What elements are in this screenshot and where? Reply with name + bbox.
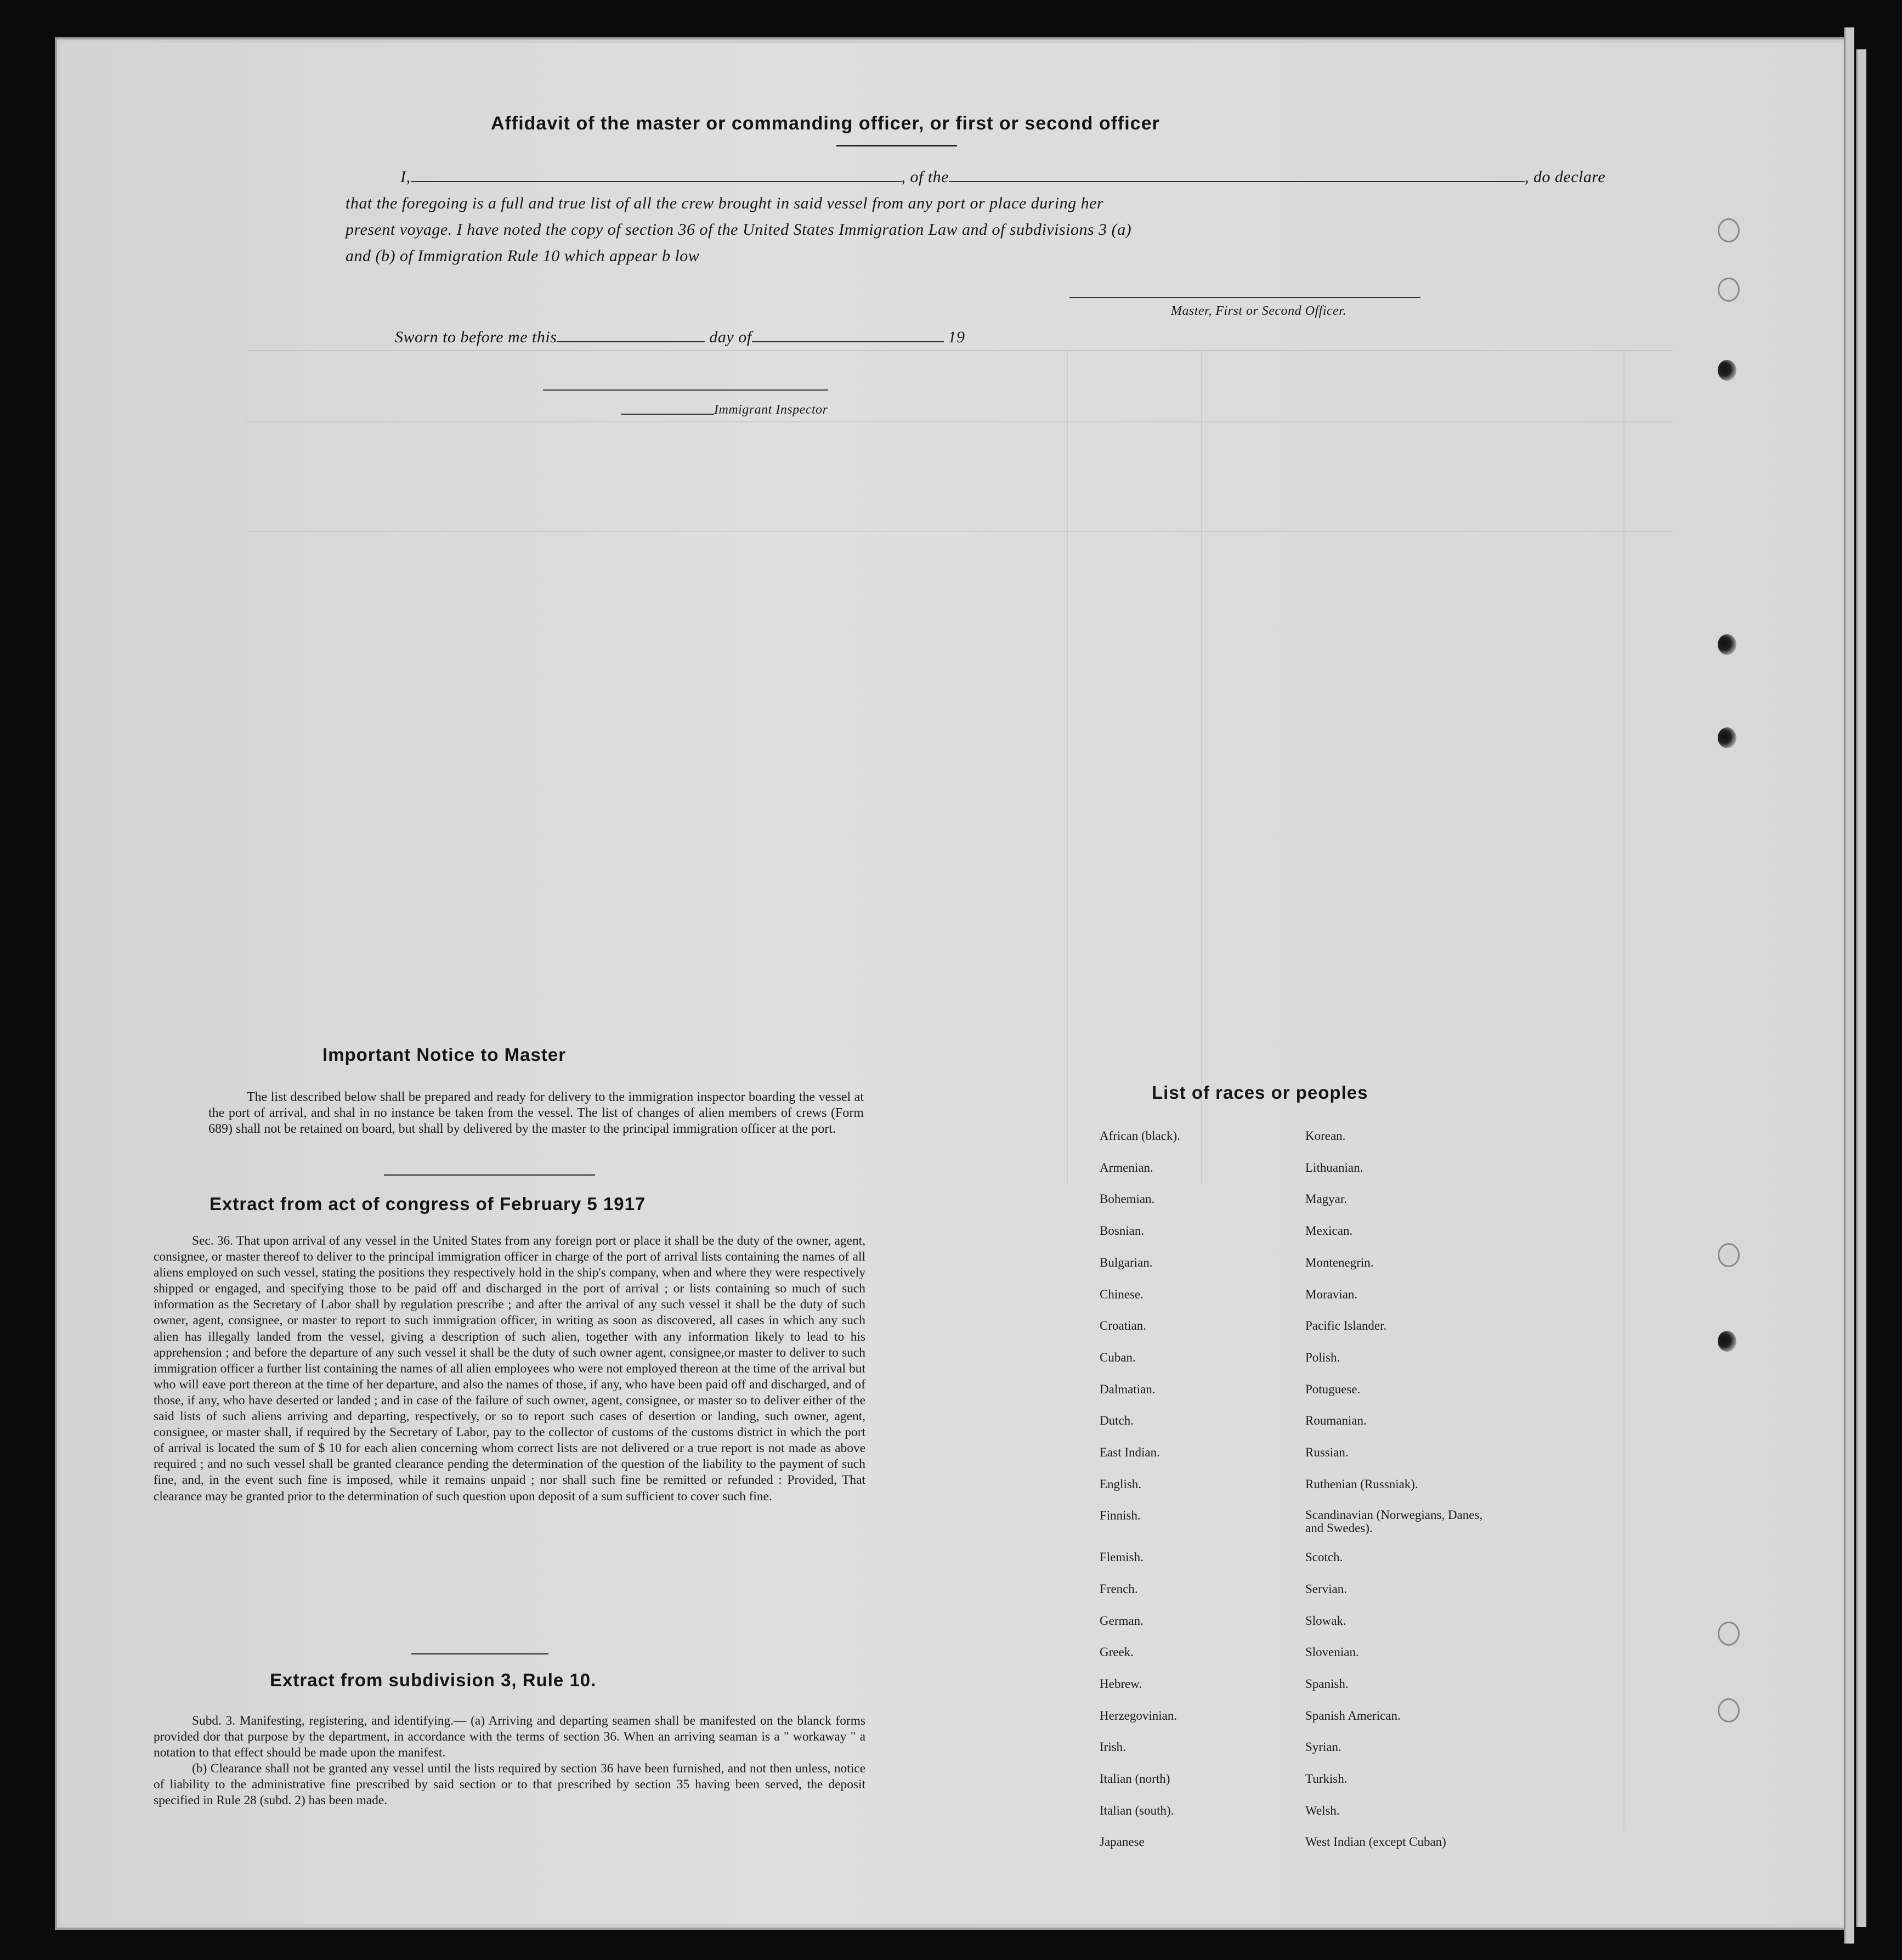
act-section-36-paragraph: Sec. 36. That upon arrival of any vessel in the United States from any foreign port or place it shall be the duty of the owner, agent, consignee, or master thereof to deliver to the principal immigration officer in charge of the port of arrival lists containing the names of all aliens employed on such vessel, stating the positions they respectively hold in the ship's company, when and where they were respectively shipped or engaged, and specifying those to be paid off and discharged in the port of arrival ; or lists containing so much of such information as the Secretary of Labor shall by regulation prescribe ; and after the arrival of any such vessel it shall be the duty of such owner, agent, consignee, or master to report to such immigration officer, in writing as soon as discovered, all cases in which any such alien has illegally landed from the vessel, giving a description of such alien, together with any information likely to lead to his apprehension ; and before the departure of any such vessel it shall be the duty of such owner agent, consignee,or master to deliver to such immigration officer a further list containing the names of all alien employees who were not employed thereon at the time of the arrival but who will eave port thereon at the time of her departure, and also the names of those, if any, who have been paid off and discharged, and of those, if any, who have deserted or landed ; and in case of the failure of such owner, agent, consignee, or master so to deliver either of the said lists of such aliens arriving and departing, respectively, or so to report such cases of desertion or landing, such owner, agent, consignee, or master shall, if required by the Secretary of Labor, pay to the collector of customs of the customs district in which the port of arrival is located the sum of $ 10 for each alien concerning whom correct lists are not delivered or a true report is not made as above required ; and no such vessel shall be granted clearance pending the determination of the question of the liability to the payment of such fine, and, in the event such fine is imposed, while it remains unpaid ; nor shall such fine be remitted or refunded : Provided, That clearance may be granted prior to the determination of such question upon deposit of a sum sufficient to cover such fine. [154, 1234, 865, 1504]
sworn-month-blank [752, 341, 944, 342]
inspector-label: Immigrant Inspector [714, 403, 828, 417]
race-item: Flemish. [1100, 1550, 1144, 1564]
race-item: French. [1100, 1581, 1138, 1596]
act-extract-title: Extract from act of congress of February 5 1917 [210, 1194, 646, 1214]
page-edge [1856, 49, 1866, 1927]
race-item: Italian (south). [1100, 1803, 1174, 1817]
race-item: Japanese [1100, 1835, 1145, 1849]
race-item: Polish. [1305, 1350, 1340, 1364]
affidavit-line-3: present voyage. I have noted the copy of section 36 of the United States Immigration Law and of subdivisions 3 (a) [346, 221, 1132, 239]
bleedthrough-rule [1201, 350, 1202, 1184]
sworn-date-blank [557, 341, 705, 342]
affidavit-line-1-mid: , of the [901, 168, 949, 186]
race-item: English. [1100, 1477, 1142, 1491]
race-item: Chinese. [1100, 1287, 1144, 1301]
rule-extract-title: Extract from subdivision 3, Rule 10. [270, 1670, 597, 1690]
race-item: Turkish. [1305, 1772, 1348, 1786]
binder-hole [1718, 1622, 1740, 1646]
race-item: Magyar. [1305, 1192, 1348, 1206]
binder-hole [1718, 360, 1736, 381]
race-item: Scandinavian (Norwegians, Danes, and Swedes). [1305, 1508, 1483, 1535]
race-item: African (black). [1100, 1129, 1180, 1143]
affidavit-title: Affidavit of the master or commanding officer, or first or second officer [491, 113, 1160, 134]
race-item: Cuban. [1100, 1350, 1136, 1364]
sworn-prefix: Sworn to before me this [395, 328, 557, 346]
binder-hole [1718, 218, 1740, 242]
race-item: Potuguese. [1305, 1382, 1361, 1396]
bleedthrough-rule [1067, 350, 1068, 1184]
sworn-day-label: day of [709, 328, 752, 346]
vessel-name-blank [949, 181, 1525, 182]
bleedthrough-rule [247, 531, 1673, 532]
bleedthrough-rule [1623, 350, 1624, 1831]
race-item: Slowak. [1305, 1613, 1346, 1628]
race-item: Dutch. [1100, 1414, 1134, 1428]
race-item: Croatian. [1100, 1319, 1146, 1333]
race-item: Herzegovinian. [1100, 1708, 1178, 1722]
race-item: West Indian (except Cuban) [1305, 1835, 1446, 1849]
race-item: Servian. [1305, 1581, 1348, 1596]
race-item: Montenegrin. [1305, 1255, 1374, 1269]
divider [411, 1653, 548, 1654]
notice-paragraph: The list described below shall be prepared and ready for delivery to the immigration inspector boarding the vessel at the port of arrival, and shal in no instance be taken from the vessel. The list of changes of alien members of crews (Form 689) shall not be retained on board, but shall by delivered by the master to the principal immigration officer at the port. [208, 1090, 864, 1136]
binder-hole [1718, 1243, 1740, 1267]
bleedthrough-rule [247, 350, 1673, 351]
race-item: Mexican. [1305, 1224, 1353, 1238]
notice-title: Important Notice to Master [322, 1044, 567, 1065]
race-item: Lithuanian. [1305, 1160, 1363, 1174]
binder-hole [1718, 1331, 1736, 1352]
divider [836, 145, 957, 146]
race-item: Italian (north) [1100, 1772, 1170, 1786]
race-item: Finnish. [1100, 1509, 1141, 1523]
affidavit-line-4: and (b) of Immigration Rule 10 which appear b low [346, 247, 700, 265]
race-item: Syrian. [1305, 1740, 1341, 1754]
inspector-signature-line [543, 389, 828, 391]
rule-extract-text [154, 1713, 865, 1809]
rule-subdivision-a: Subd. 3. Manifesting, registering, and identifying.— (a) Arriving and departing seamen shall be manifested on the blanck forms provided dor that purpose by the department, in accordance with the terms of section 36. When an arriving seaman is a " workaway " a notation to that effect should be made upon the manifest. [154, 1714, 865, 1760]
race-item: Spanish American. [1305, 1708, 1401, 1722]
race-item: Bohemian. [1100, 1192, 1155, 1206]
race-item: Scotch. [1305, 1550, 1343, 1564]
affidavit-line-1-prefix: I, [400, 168, 411, 186]
notice-text [208, 1089, 864, 1137]
master-signature-line [1069, 297, 1420, 298]
page-edge [1844, 27, 1854, 1944]
race-item: Dalmatian. [1100, 1382, 1156, 1396]
affidavit-line-2: that the foregoing is a full and true list of all the crew brought in said vessel from any port or place during her [346, 194, 1104, 212]
sworn-line [395, 328, 965, 347]
race-item: Pacific Islander. [1305, 1319, 1387, 1333]
binder-hole [1718, 1698, 1740, 1722]
sworn-year-label: 19 [948, 328, 965, 346]
race-item: Moravian. [1305, 1287, 1358, 1301]
declarant-name-blank [411, 181, 902, 182]
race-item: Bulgarian. [1100, 1255, 1153, 1269]
race-item: Korean. [1305, 1129, 1346, 1143]
race-item: German. [1100, 1613, 1144, 1628]
binder-hole [1718, 727, 1736, 748]
race-item: Welsh. [1305, 1803, 1340, 1817]
affidavit-line-1-suffix: , do declare [1525, 168, 1606, 186]
races-title: List of races or peoples [1152, 1082, 1368, 1103]
race-item: Armenian. [1100, 1160, 1153, 1174]
inspector-signature-line-2 [621, 414, 714, 415]
bleedthrough-header: ​ [1261, 81, 1262, 104]
master-signature-label: Master, First or Second Officer. [1171, 304, 1346, 318]
race-item: Hebrew. [1100, 1676, 1142, 1691]
act-extract-text [154, 1233, 865, 1505]
bleedthrough-rule [247, 421, 1673, 422]
race-item: Bosnian. [1100, 1224, 1145, 1238]
binder-hole [1718, 634, 1736, 655]
race-item: Roumanian. [1305, 1414, 1367, 1428]
manifest-sheet [60, 43, 1843, 1924]
binder-hole [1718, 278, 1740, 302]
race-item: Slovenian. [1305, 1645, 1359, 1659]
race-item: East Indian. [1100, 1445, 1160, 1459]
race-item: Russian. [1305, 1445, 1349, 1459]
race-item: Spanish. [1305, 1676, 1349, 1691]
rule-subdivision-b: (b) Clearance shall not be granted any vessel until the lists required by section 36 have been furnished, and not then unless, notice of liability to the administrative fine prescribed by said section or to that prescribed by section 35 having been served, the deposit specified in Rule 28 (subd. 2) has been made. [154, 1761, 865, 1808]
affidavit-line-1 [400, 168, 1605, 187]
race-item: Irish. [1100, 1740, 1126, 1754]
divider [384, 1174, 595, 1176]
race-item: Ruthenian (Russniak). [1305, 1477, 1418, 1491]
race-item: Greek. [1100, 1645, 1134, 1659]
